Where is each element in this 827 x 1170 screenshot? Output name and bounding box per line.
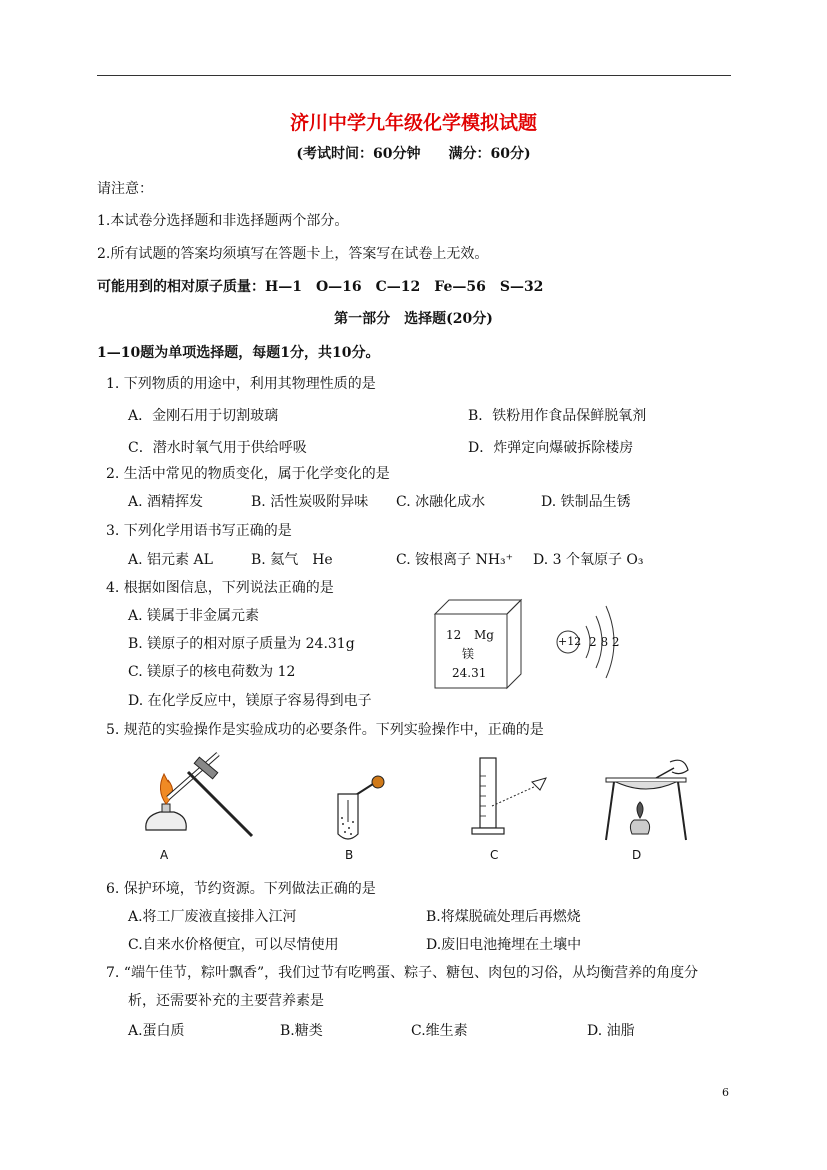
option-d: D. 在化学反应中，镁原子容易得到电子 xyxy=(128,693,372,709)
question-stem: 5. 规范的实验操作是实验成功的必要条件。下列实验操作中，正确的是 xyxy=(106,722,544,738)
option-b: B. 活性炭吸附异味 xyxy=(251,494,369,510)
option-c: C. 铵根离子 NH₃⁺ xyxy=(396,552,514,568)
question-stem: 2. 生活中常见的物质变化，属于化学变化的是 xyxy=(106,466,390,482)
option-b: B.糖类 xyxy=(280,1023,323,1039)
option-d: D xyxy=(632,848,642,862)
option-d: D. 3 个氧原子 O₃ xyxy=(533,552,644,568)
option-a: A. 酒精挥发 xyxy=(128,494,204,510)
option-a: A.将工厂废液直接排入江河 xyxy=(128,909,297,925)
element-mass: 24.31 xyxy=(452,666,487,680)
apparatus-c-cylinder-icon xyxy=(466,756,556,838)
atom-shells-label: 2 8 2 xyxy=(589,635,620,649)
option-c: C．潜水时氧气用于供给呼吸 xyxy=(128,440,307,456)
option-a: A. 铝元素 AL xyxy=(128,552,213,568)
notice-item-1: 1.本试卷分选择题和非选择题两个部分。 xyxy=(97,213,349,229)
option-c: C. 镁原子的核电荷数为 12 xyxy=(128,664,296,680)
section-title: 第一部分 选择题(20分) xyxy=(334,311,493,327)
apparatus-a-heating-icon xyxy=(134,752,256,844)
page-number: 6 xyxy=(722,1086,729,1099)
option-a: A xyxy=(160,848,169,862)
option-b: B．铁粉用作食品保鲜脱氧剂 xyxy=(468,408,647,424)
question-stem-cont: 析，还需要补充的主要营养素是 xyxy=(128,993,324,1009)
element-name: 镁 xyxy=(462,647,475,661)
option-d: D. 油脂 xyxy=(587,1023,635,1039)
page-title: 济川中学九年级化学模拟试题 xyxy=(289,112,537,134)
question-stem: 1. 下列物质的用途中，利用其物理性质的是 xyxy=(106,376,376,392)
apparatus-d-evaporating-icon xyxy=(600,752,696,844)
question-stem: 3. 下列化学用语书写正确的是 xyxy=(106,523,292,539)
notice-heading: 请注意： xyxy=(97,181,153,197)
option-a: A．金刚石用于切割玻璃 xyxy=(128,408,279,424)
exam-info: (考试时间：60分钟 满分：60分) xyxy=(296,146,531,162)
option-d: D．炸弹定向爆破拆除楼房 xyxy=(468,440,634,456)
question-stem: 6. 保护环境，节约资源。下列做法正确的是 xyxy=(106,881,376,897)
question-stem: 4. 根据如图信息，下列说法正确的是 xyxy=(106,580,334,596)
option-c: C. 冰融化成水 xyxy=(396,494,486,510)
option-c: C xyxy=(490,848,499,862)
header-rule xyxy=(97,75,731,76)
element-symbol: Mg xyxy=(474,628,494,642)
option-d: D.废旧电池掩埋在土壤中 xyxy=(426,937,582,953)
option-d: D. 铁制品生锈 xyxy=(541,494,631,510)
question-stem: 7. “端午佳节，粽叶飘香”，我们过节有吃鸭蛋、粽子、糖包、肉包的习俗，从均衡营养的角度分 xyxy=(106,965,699,981)
option-c: C.维生素 xyxy=(411,1023,468,1039)
element-number: 12 xyxy=(446,628,462,642)
atomic-mass-line: 可能用到的相对原子质量：H—1 O—16 C—12 Fe—56 S—32 xyxy=(97,279,544,295)
option-b: B.将煤脱硫处理后再燃烧 xyxy=(426,909,581,925)
option-a: A.蛋白质 xyxy=(128,1023,185,1039)
option-b: B. 氦气 He xyxy=(251,552,333,568)
option-c: C.自来水价格便宜，可以尽情使用 xyxy=(128,937,339,953)
option-b: B xyxy=(345,848,354,862)
section-instruction: 1—10题为单项选择题，每题1分，共10分。 xyxy=(97,345,380,361)
notice-item-2: 2.所有试题的答案均须填写在答题卡上，答案写在试卷上无效。 xyxy=(97,246,489,262)
atom-nucleus-label: +12 xyxy=(558,635,582,648)
option-a: A. 镁属于非金属元素 xyxy=(128,608,260,624)
option-b: B. 镁原子的相对原子质量为 24.31g xyxy=(128,636,355,652)
apparatus-b-dropper-icon xyxy=(318,772,388,844)
